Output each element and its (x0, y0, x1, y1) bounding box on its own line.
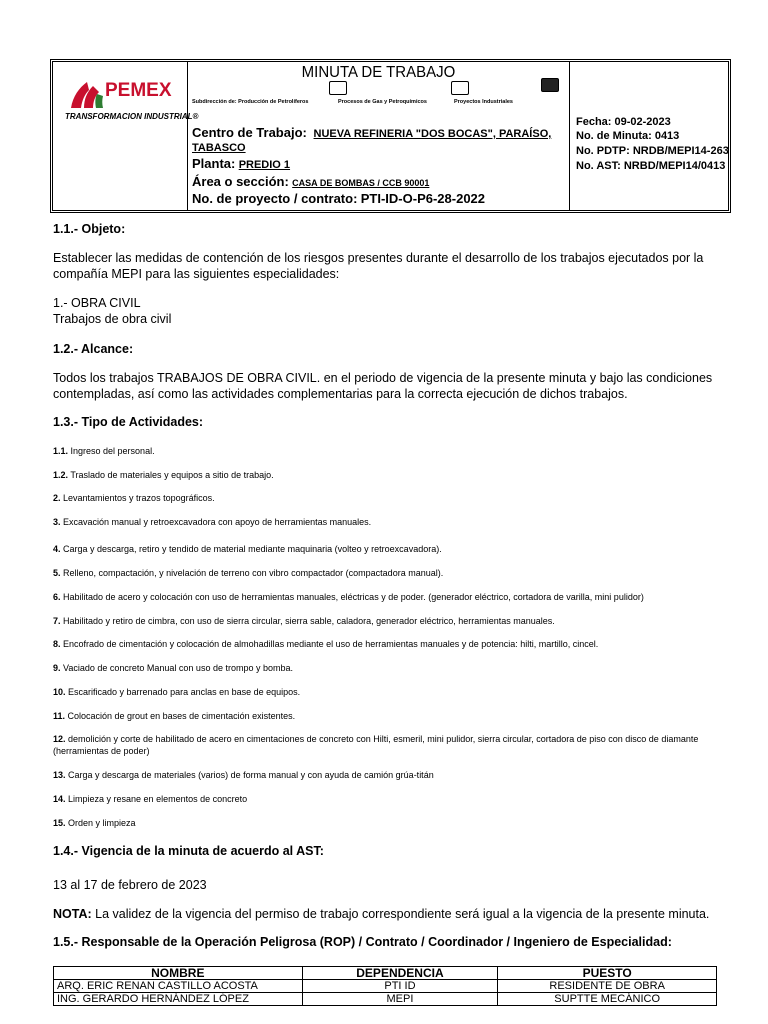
column-header-nombre: NOMBRE (54, 967, 303, 980)
item-text: Habilitado y retiro de cimbra, con uso de sierra circular, sierra sable, caladora, generador eléctrico, herramientas manuales. (60, 616, 555, 626)
list-item (53, 769, 733, 781)
subdir-label-gas: Procesos de Gas y Petroquímicos (338, 99, 427, 105)
cell-nombre: ARQ. ERIC RENAN CASTILLO ACOSTA (54, 980, 303, 993)
planta-line (192, 156, 290, 171)
numero-ast: No. AST: NRBD/MEPI14/0413 (576, 160, 726, 172)
list-item (53, 817, 733, 829)
list-item (53, 710, 733, 722)
nota-label: NOTA: (53, 907, 92, 921)
item-number: 8. (53, 639, 61, 649)
list-item (53, 638, 733, 650)
header-info-cell (188, 62, 570, 210)
pemex-logo (65, 80, 199, 140)
vigencia-text: 13 al 17 de febrero de 2023 (53, 878, 207, 892)
item-text: Encofrado de cimentación y colocación de almohadillas mediante el uso de herramientas manuales y de potencia: hilti, martillo, cincel. (60, 639, 599, 649)
list-item (53, 591, 733, 603)
objeto-heading: 1.1.- Objeto: (53, 222, 126, 236)
area-value: CASA DE BOMBAS / CCB 90001 (292, 178, 430, 188)
centro-trabajo-line (192, 125, 551, 140)
cell-dependencia: PTI ID (302, 980, 498, 993)
planta-value: PREDIO 1 (238, 159, 291, 171)
item-number: 10. (53, 687, 66, 697)
item-number: 12. (53, 734, 66, 744)
item-text: Ingreso del personal. (68, 446, 155, 456)
item-number: 5. (53, 568, 61, 578)
item-text: Colocación de grout en bases de cimentación existentes. (65, 711, 296, 721)
item-number: 2. (53, 493, 61, 503)
column-header-puesto: PUESTO (498, 967, 717, 980)
alcance-heading: 1.2.- Alcance: (53, 342, 134, 356)
list-item (53, 793, 733, 805)
list-item (53, 445, 733, 457)
especialidad-1-desc: Trabajos de obra civil (53, 312, 172, 326)
alcance-text: Todos los trabajos TRABAJOS DE OBRA CIVIL. en el periodo de vigencia de la presente minuta y bajo las condiciones contempladas, así como las actividades complementarias para la correcta ejecución de dichos trabajos. (53, 371, 713, 401)
list-item (53, 516, 733, 528)
centro-trabajo-line-2 (192, 140, 246, 154)
nota-text: La validez de la vigencia del permiso de trabajo correspondiente será igual a la vigencia de la presente minuta. (91, 907, 710, 921)
centro-trabajo-label: Centro de Trabajo: (192, 125, 307, 140)
header-meta-cell (570, 62, 728, 210)
vigencia-heading: 1.4.- Vigencia de la minuta de acuerdo al AST: (53, 844, 324, 858)
item-text: Vaciado de concreto Manual con uso de trompo y bomba. (60, 663, 293, 673)
item-text: Traslado de materiales y equipos a sitio de trabajo. (68, 470, 274, 480)
item-number: 7. (53, 616, 61, 626)
item-text: Carga y descarga, retiro y tendido de material mediante maquinaria (volteo y retroexcavadora). (60, 544, 442, 554)
logo-cell (53, 62, 199, 210)
fecha: Fecha: 09-02-2023 (576, 116, 671, 128)
checkbox-proyectos-industriales[interactable] (541, 78, 559, 92)
brand-name: PEMEX (105, 80, 172, 101)
numero-minuta: No. de Minuta: 0413 (576, 130, 680, 142)
item-number: 15. (53, 818, 66, 828)
list-item (53, 469, 733, 481)
actividades-heading: 1.3.- Tipo de Actividades: (53, 415, 204, 429)
numero-pdtp: No. PDTP: NRDB/MEPI14-263 (576, 145, 729, 157)
objeto-text: Establecer las medidas de contención de los riesgos presentes durante el desarrollo de los trabajos ejecutados por la compañía MEPI para las siguientes especialidades: (53, 251, 704, 281)
table-row (54, 980, 717, 993)
nota-paragraph (53, 906, 723, 922)
column-header-dependencia: DEPENDENCIA (302, 967, 498, 980)
item-text: demolición y corte de habilitado de acero en cimentaciones de concreto con Hilti, esmeril, mini pulidor, sierra circular, cortadora de piso con disco de diamante (herramientas de poder) (53, 734, 699, 756)
item-text: Levantamientos y trazos topográficos. (60, 493, 215, 503)
item-number: 13. (53, 770, 66, 780)
cell-puesto: RESIDENTE DE OBRA (498, 980, 717, 993)
list-item (53, 662, 733, 674)
item-number: 4. (53, 544, 61, 554)
checkbox-procesos-gas[interactable] (451, 81, 469, 95)
table-header-row (54, 967, 717, 980)
item-number: 1.2. (53, 470, 69, 480)
checkbox-produccion-petroliferos[interactable] (329, 81, 347, 95)
list-item (53, 686, 733, 698)
item-text: Habilitado de acero y colocación con uso de herramientas manuales, eléctricas y de poder. (generador eléctrico, cortadora de varilla, mini pulidor) (60, 592, 644, 602)
item-number: 11. (53, 711, 66, 721)
list-item (53, 733, 733, 757)
pemex-emblem-icon (67, 80, 107, 110)
item-text: Excavación manual y retroexcavadora con apoyo de herramientas manuales. (60, 517, 372, 527)
item-number: 9. (53, 663, 61, 673)
area-line (192, 174, 429, 189)
item-text: Limpieza y resane en elementos de concreto (65, 794, 248, 804)
item-text: Carga y descarga de materiales (varios) de forma manual y con ayuda de camión grúa-titán (65, 770, 434, 780)
proyecto-value: PTI-ID-O-P6-28-2022 (360, 191, 486, 206)
area-label: Área o sección: (192, 174, 289, 189)
especialidad-1: 1.- OBRA CIVIL (53, 296, 141, 310)
item-text: Relleno, compactación, y nivelación de terreno con vibro compactador (compactadora manual). (60, 568, 444, 578)
list-item (53, 615, 733, 627)
proyecto-line (192, 191, 485, 206)
list-item (53, 567, 733, 579)
item-number: 14. (53, 794, 66, 804)
responsable-heading: 1.5.- Responsable de la Operación Peligrosa (ROP) / Contrato / Coordinador / Ingeniero de Especialidad: (53, 935, 672, 949)
subdir-label-proyectos: Proyectos Industriales (454, 99, 513, 105)
brand-subtitle: TRANSFORMACION INDUSTRIAL® (65, 112, 199, 121)
responsables-table (53, 966, 717, 1006)
cell-nombre: ING. GERARDO HERNÁNDEZ LÓPEZ (54, 993, 303, 1006)
table-row (54, 993, 717, 1006)
cell-dependencia: MEPI (302, 993, 498, 1006)
centro-trabajo-value: NUEVA REFINERIA "DOS BOCAS", PARAÍSO, (313, 128, 552, 140)
item-text: Escarificado y barrenado para anclas en base de equipos. (65, 687, 301, 697)
cell-puesto: SUPTTE MECÁNICO (498, 993, 717, 1006)
proyecto-label: No. de proyecto / contrato: (192, 191, 358, 206)
list-item (53, 492, 733, 504)
planta-label: Planta: (192, 156, 236, 171)
item-number: 6. (53, 592, 61, 602)
centro-trabajo-value-2: TABASCO (192, 142, 246, 154)
item-number: 3. (53, 517, 61, 527)
subdir-label-petroliferos: Subdirección de: Producción de Petrolíferos (192, 99, 309, 105)
item-text: Orden y limpieza (65, 818, 136, 828)
document-title: MINUTA DE TRABAJO (301, 63, 456, 82)
item-number: 1.1. (53, 446, 69, 456)
document-header (52, 61, 729, 211)
list-item (53, 543, 733, 555)
